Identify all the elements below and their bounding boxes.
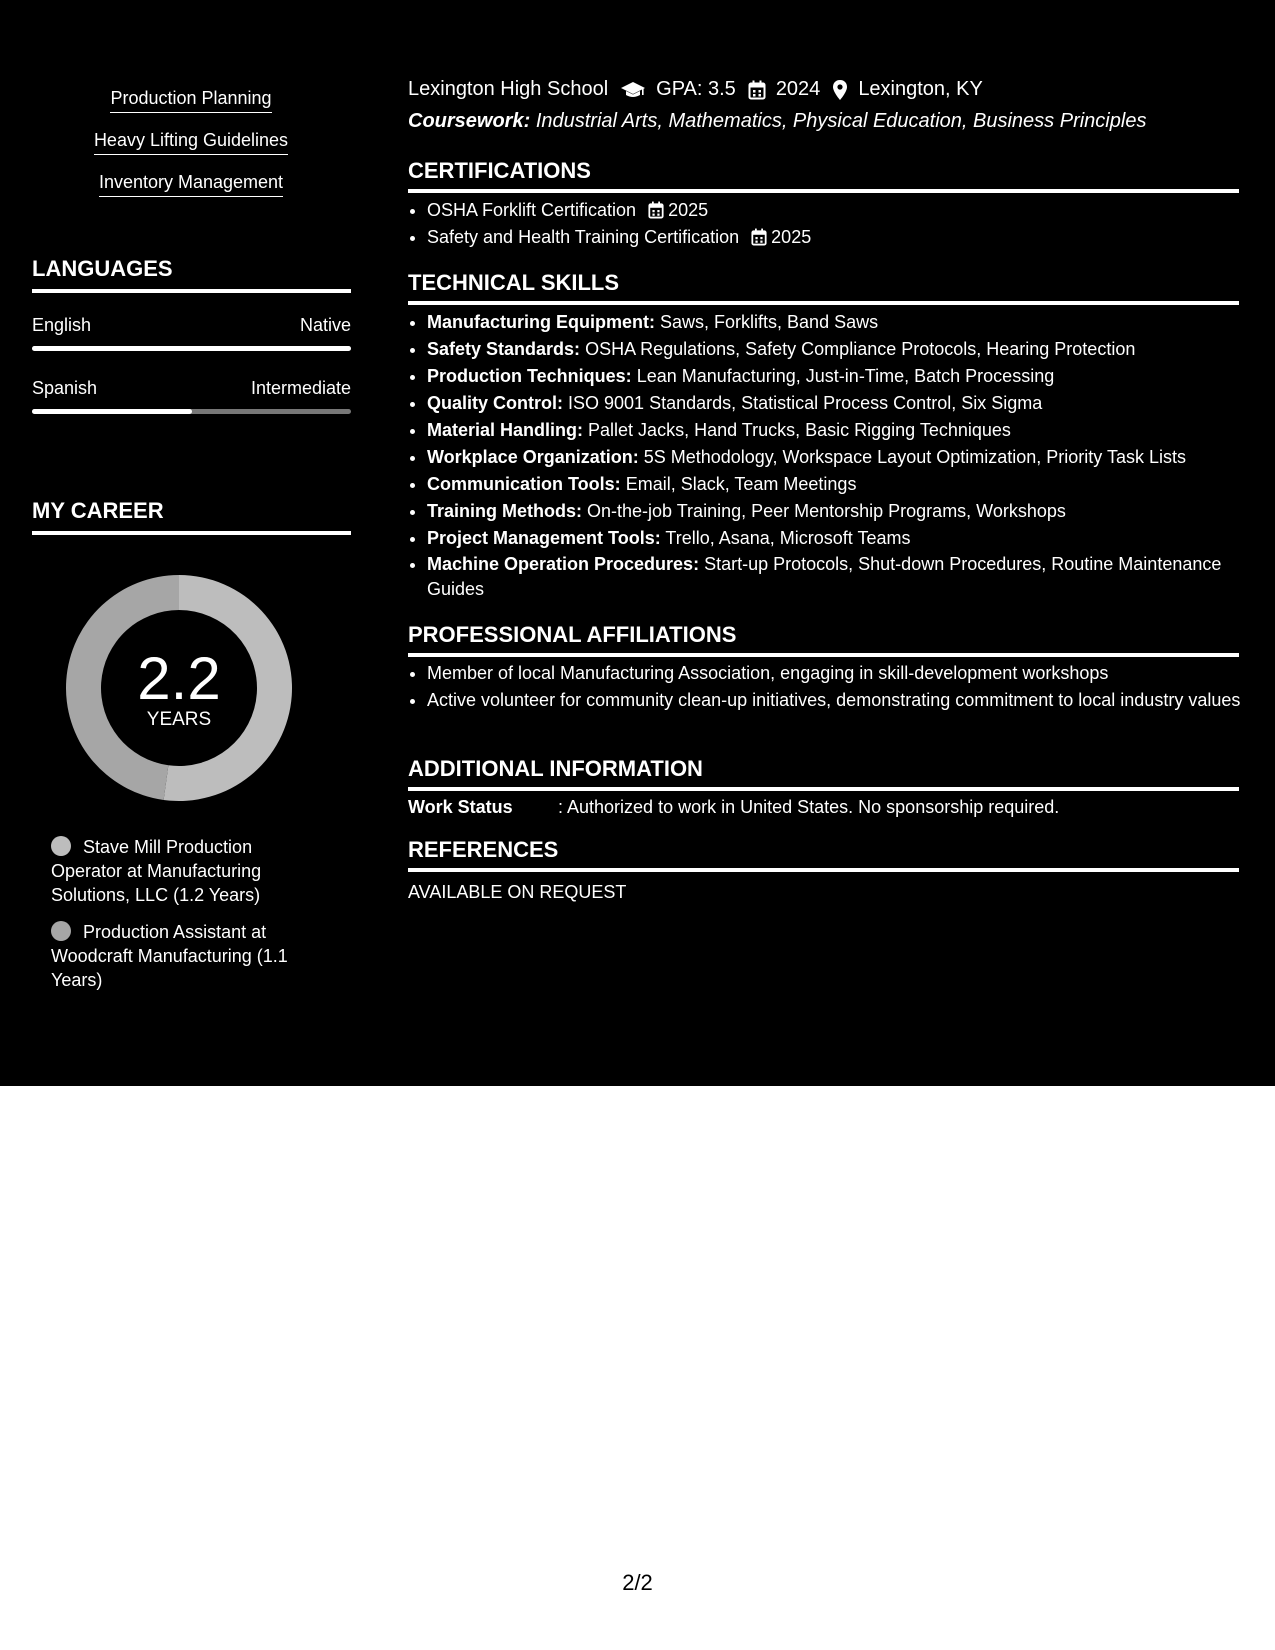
page-number: 2/2 [622,1570,653,1595]
language-name: English [32,315,92,335]
languages-heading: LANGUAGES [32,256,351,293]
sidebar-link-heavy-lifting[interactable]: Heavy Lifting Guidelines [94,130,288,155]
coursework [408,110,1146,133]
skill-item [427,417,1258,444]
skill-value: On-the-job Training, Peer Mentorship Programs, Workshops [587,501,1066,521]
skill-value: Email, Slack, Team Meetings [625,474,857,494]
affiliations-heading: PROFESSIONAL AFFILIATIONS [408,622,1239,657]
gpa: GPA: 3.5 [656,78,736,100]
affiliation-item: • Active volunteer for community clean-up initiatives, demonstrating commitment to local industry values [427,688,1258,713]
work-status-label: Work Status [408,797,513,817]
career-total-unit: YEARS [146,709,212,730]
work-status [408,797,1059,818]
coursework-list: Industrial Arts, Mathematics, Physical Education, Business Principles [535,110,1147,132]
skill-label: Project Management Tools: [427,528,661,548]
graduation-cap-icon [620,80,646,100]
skill-label: Machine Operation Procedures: [427,554,700,574]
certifications-list [408,197,1258,251]
affiliation-item: • Member of local Manufacturing Association, engaging in skill-development workshops [427,661,1258,686]
career-legend-item [51,920,321,992]
calendar-icon [748,80,766,100]
skill-value: Trello, Asana, Microsoft Teams [665,528,911,548]
skill-value: OSHA Regulations, Safety Compliance Protocols, Hearing Protection [585,339,1136,359]
references-text: AVAILABLE ON REQUEST [408,882,627,902]
references-heading: REFERENCES [408,837,1239,872]
school-name: Lexington High School [408,78,609,100]
certification-item [427,197,1258,224]
certification-name: OSHA Forklift Certification [427,200,637,220]
skill-item [427,390,1258,417]
legend-dot-icon [51,921,71,941]
calendar-icon [751,228,767,246]
skill-value: 5S Methodology, Workspace Layout Optimization, Priority Task Lists [643,447,1186,467]
calendar-icon [648,201,664,219]
skill-value: ISO 9001 Standards, Statistical Process Control, Six Sigma [568,393,1043,413]
location-pin-icon [832,79,848,101]
skill-item [427,525,1258,552]
skill-label: Manufacturing Equipment: [427,312,655,332]
career-heading: MY CAREER [32,498,351,535]
skill-item [427,444,1258,471]
skill-label: Material Handling: [427,420,584,440]
language-proficiency-fill [32,346,351,351]
language-english [32,315,351,351]
skill-item [427,552,1258,602]
additional-info-heading: ADDITIONAL INFORMATION [408,756,1239,791]
education-line [408,78,983,101]
languages-section [32,256,351,414]
skill-label: Quality Control: [427,393,563,413]
skill-item [427,363,1258,390]
skill-item [427,309,1258,336]
career-legend-label: Production Assistant at Woodcraft Manufacturing (1.1 Years) [51,922,288,990]
skill-value: Pallet Jacks, Hand Trucks, Basic Rigging Techniques [588,420,1011,440]
skill-label: Production Techniques: [427,366,632,386]
skill-value: Lean Manufacturing, Just-in-Time, Batch Processing [636,366,1055,386]
technical-skills-list [408,309,1258,602]
career-legend [51,835,321,1005]
language-level: Intermediate [250,378,351,398]
language-spanish [32,378,351,414]
skill-label: Workplace Organization: [427,447,639,467]
sidebar-link-inventory-management[interactable]: Inventory Management [99,172,283,197]
sidebar-link-production-planning[interactable]: Production Planning [110,88,271,113]
affiliations-list [408,661,1258,713]
language-name: Spanish [32,378,98,398]
skill-item [427,471,1258,498]
skill-value: Saws, Forklifts, Band Saws [660,312,879,332]
skill-label: Safety Standards: [427,339,581,359]
certification-item [427,224,1258,251]
legend-dot-icon [51,836,71,856]
certification-year: 2025 [771,227,812,247]
sidebar [0,0,382,1086]
skill-label: Communication Tools: [427,474,621,494]
certifications-heading: CERTIFICATIONS [408,158,1239,193]
language-proficiency-bar [32,409,351,414]
certification-name: Safety and Health Training Certification [427,227,740,247]
skill-item [427,498,1258,525]
certification-year: 2025 [668,200,709,220]
language-proficiency-fill [32,409,192,414]
graduation-year: 2024 [775,78,821,100]
skill-value: Start-up Protocols, Shut-down Procedures, Routine Maintenance Guides [427,554,1222,599]
skill-label: Training Methods: [427,501,582,521]
career-total-years: 2.2 [137,645,221,712]
career-legend-label: Stave Mill Production Operator at Manufacturing Solutions, LLC (1.2 Years) [51,837,262,905]
career-legend-item [51,835,321,907]
language-proficiency-bar [32,346,351,351]
technical-skills-heading: TECHNICAL SKILLS [408,270,1239,305]
sidebar-link-list [0,88,382,214]
skill-item [427,336,1258,363]
language-level: Native [299,315,351,335]
career-section [32,498,351,535]
school-location: Lexington, KY [858,78,983,100]
work-status-value: : Authorized to work in United States. No sponsorship required. [558,797,1060,817]
coursework-label: Coursework: [408,110,531,132]
